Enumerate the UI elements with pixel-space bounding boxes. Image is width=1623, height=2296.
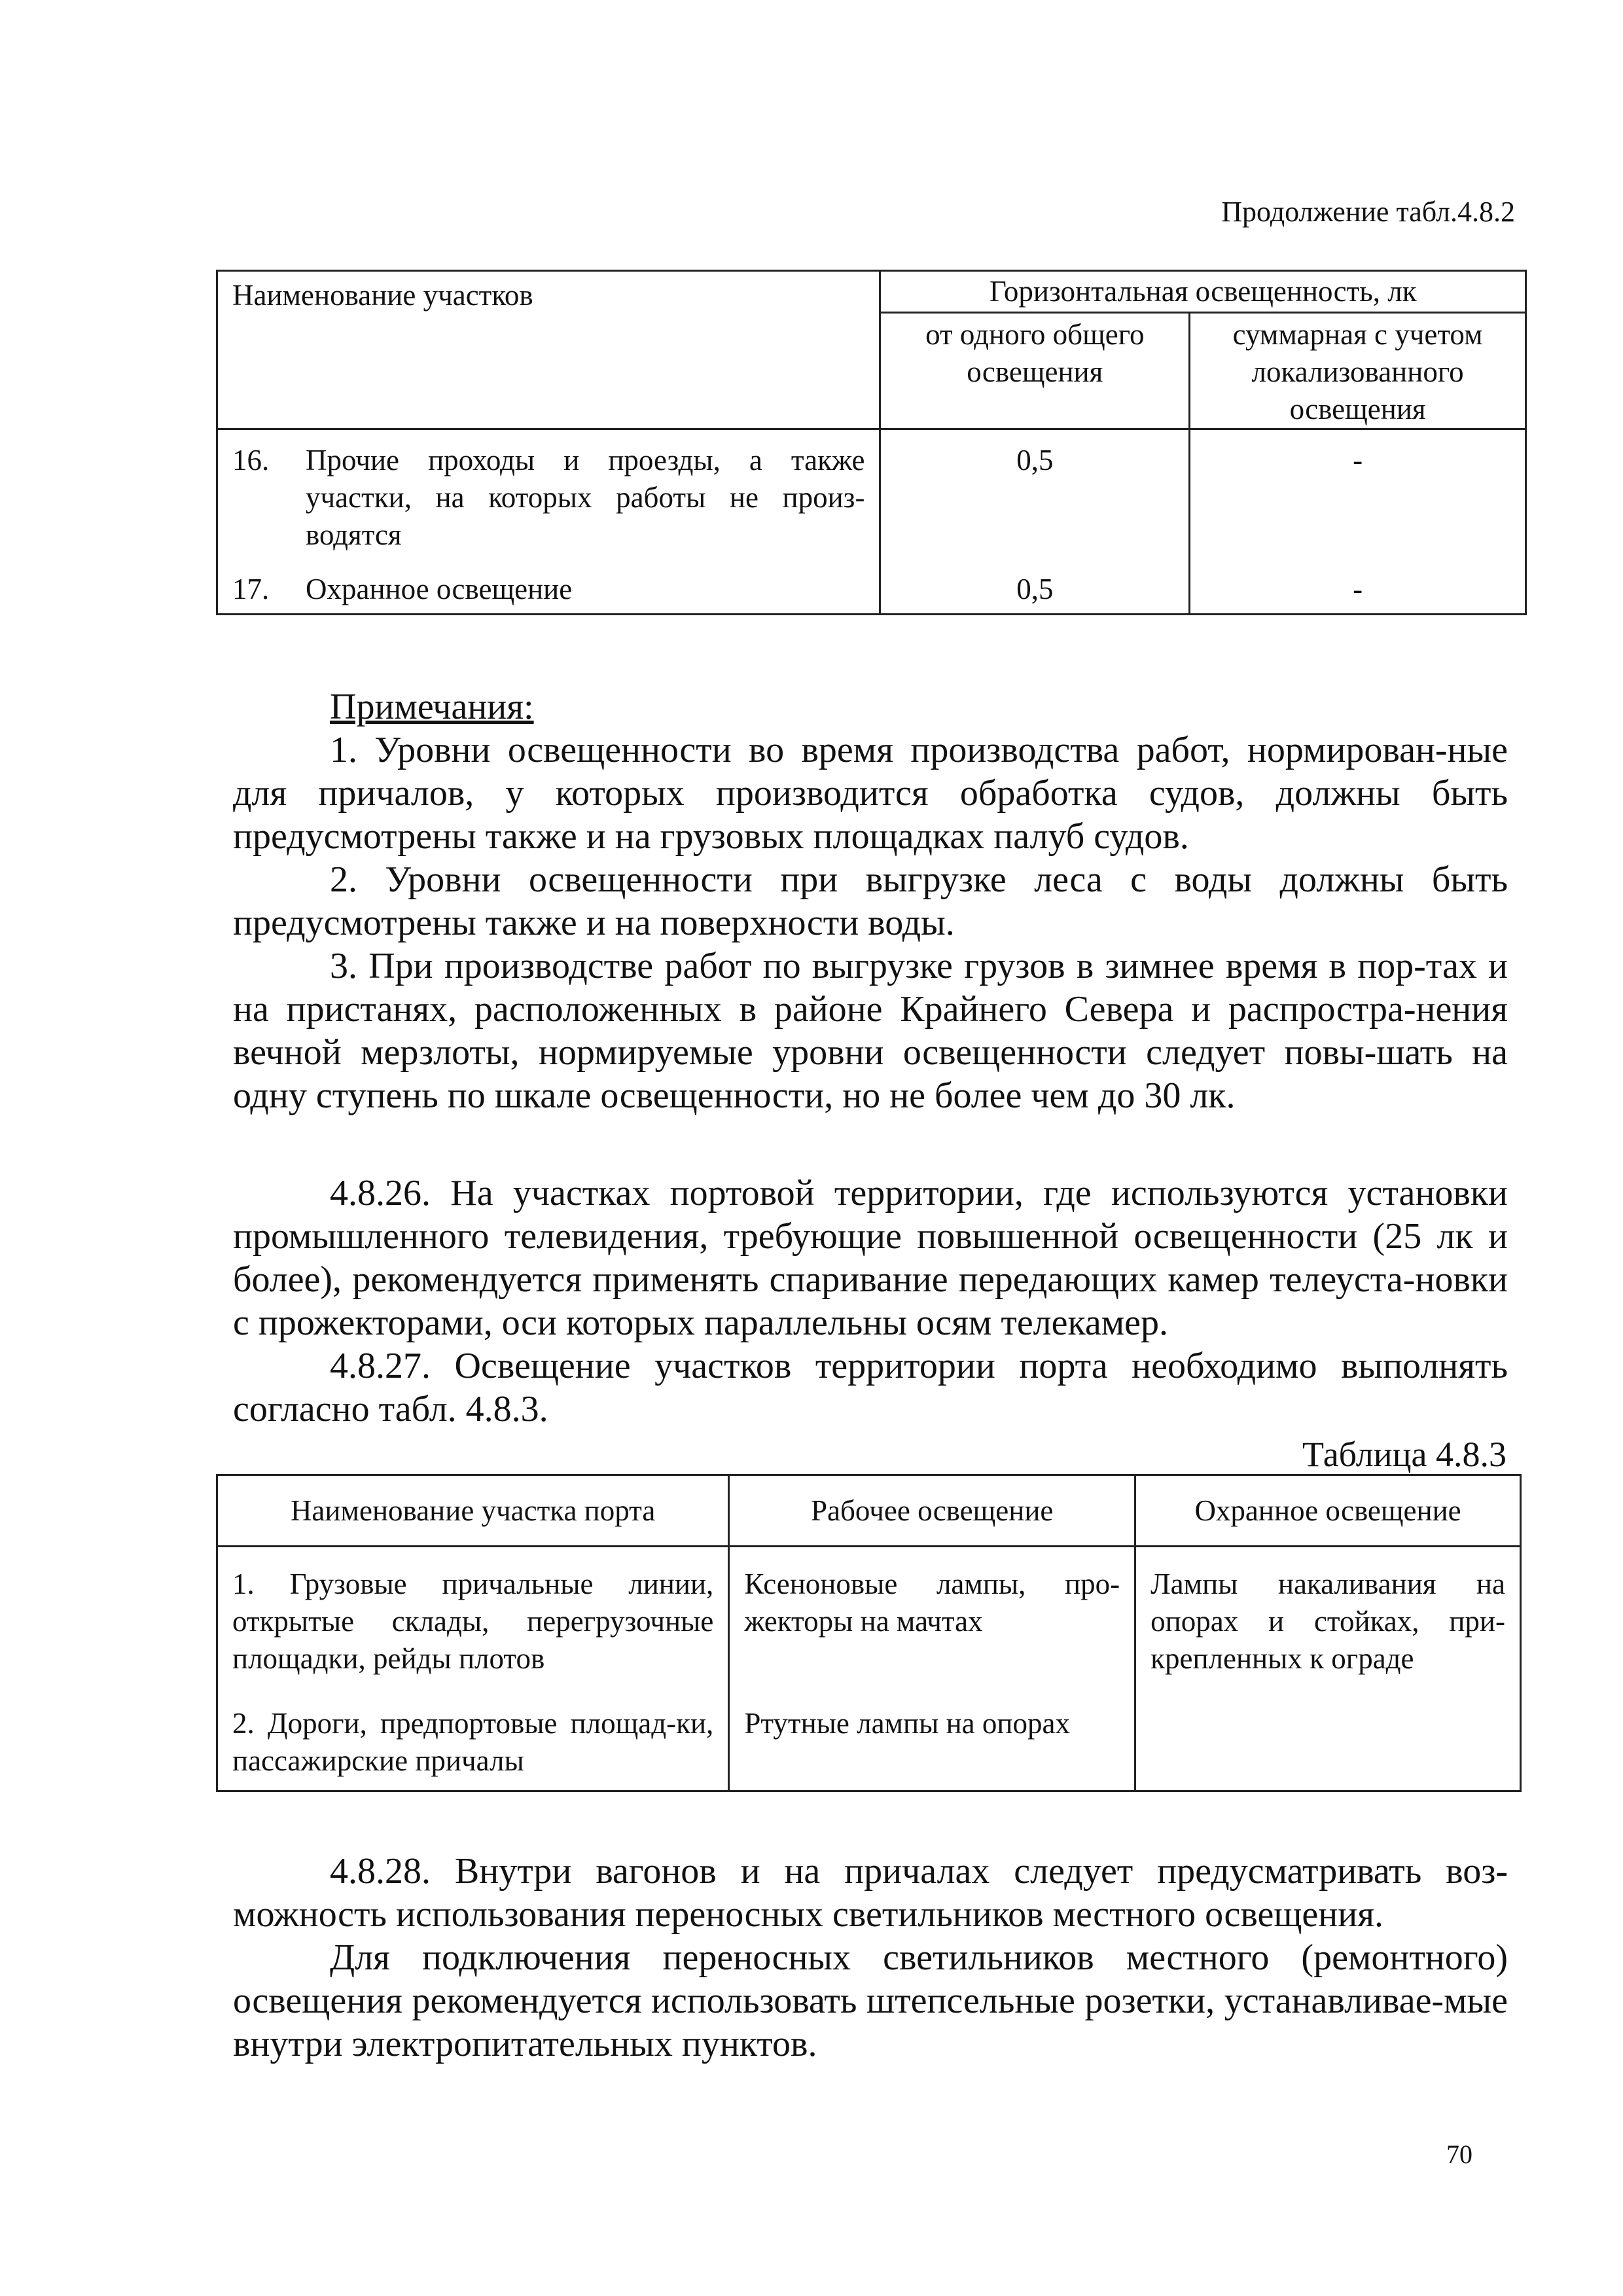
header-general-lighting: от одного общего освещения	[880, 313, 1190, 429]
paragraph-sockets: Для подключения переносных светильников местного (ремонтного) освещения рекомендуется использовать штепсельные розетки, устанавливае-мые внутри электропитательных пунктов.	[233, 1937, 1508, 2064]
page-number: 70	[1446, 2140, 1472, 2169]
table-row	[217, 429, 1526, 571]
row-value-combined: -	[1190, 571, 1526, 615]
row-value-general: 0,5	[880, 571, 1190, 615]
column-header: Охранное освещение	[1135, 1475, 1521, 1547]
row-number: 16.	[232, 444, 270, 476]
row-value-general: 0,5	[880, 429, 1190, 571]
table-cell: Ртутные лампы на опорах	[729, 1677, 1135, 1791]
table-cell: Ксеноновые лампы, про-жекторы на мачтах	[729, 1547, 1135, 1678]
row-name: Охранное освещение	[306, 573, 573, 605]
table-row	[217, 1677, 1521, 1791]
header-illuminance: Горизонтальная освещенность, лк	[880, 271, 1526, 313]
row-number: 17.	[232, 573, 270, 605]
header-combined-lighting: суммарная с учетом локализованного освещения	[1190, 313, 1526, 429]
note-item: 1. Уровни освещенности во время производства работ, нормирован-ные для причалов, у которых производится обработка судов, должны быть предусмотрены также и на грузовых площадках палуб судов.	[233, 730, 1508, 857]
column-header: Наименование участка порта	[217, 1475, 729, 1547]
table-cell	[1135, 1677, 1521, 1791]
table-row	[217, 1547, 1521, 1678]
row-name: Прочие проходы и проезды, а также участки, на которых работы не произ-водятся	[306, 444, 865, 551]
note-item: 3. При производстве работ по выгрузке грузов в зимнее время в пор-тах и на пристанях, расположенных в районе Крайнего Севера и распростра-нения вечной мерзлоты, нормируемые уровни освещенности следует повы-шать на одну ступень по шкале освещенности, но не более чем до 30 лк.	[233, 946, 1508, 1116]
port-lighting-table	[216, 1474, 1522, 1792]
note-item: 2. Уровни освещенности при выгрузке леса с воды должны быть предусмотрены также и на поверхности воды.	[233, 859, 1508, 943]
table-row	[217, 571, 1526, 615]
section-4-8-28	[233, 1850, 1508, 2066]
paragraph-4-8-28: 4.8.28. Внутри вагонов и на причалах следует предусматривать воз-можность использования переносных светильников местного освещения.	[233, 1851, 1508, 1935]
table-cell: Лампы накаливания на опорах и стойках, при-крепленных к ограде	[1135, 1547, 1521, 1678]
table-cell: 1. Грузовые причальные линии, открытые склады, перегрузочные площадки, рейды плотов	[217, 1547, 729, 1678]
paragraph-4-8-26: 4.8.26. На участках портовой территории, где используются установки промышленного телевидения, требующие повышенной освещенности (25 лк и более), рекомендуется применять спаривание передающих камер телеуста-новки с прожекторами, оси которых параллельны осям телекамер.	[233, 1173, 1508, 1343]
section-4-8-26-27	[233, 1172, 1508, 1431]
notes-section	[233, 685, 1508, 1117]
column-header: Рабочее освещение	[729, 1475, 1135, 1547]
notes-title: Примечания:	[330, 687, 534, 727]
table-cell: 2. Дороги, предпортовые площад-ки, пассажирские причалы	[217, 1677, 729, 1791]
header-name: Наименование участков	[217, 271, 880, 429]
table-continuation-caption: Продолжение табл.4.8.2	[1221, 196, 1515, 228]
paragraph-4-8-27: 4.8.27. Освещение участков территории порта необходимо выполнять согласно табл. 4.8.3.	[233, 1346, 1508, 1429]
table-caption: Таблица 4.8.3	[1302, 1435, 1507, 1474]
lighting-norms-table	[216, 270, 1527, 615]
row-value-combined: -	[1190, 429, 1526, 571]
